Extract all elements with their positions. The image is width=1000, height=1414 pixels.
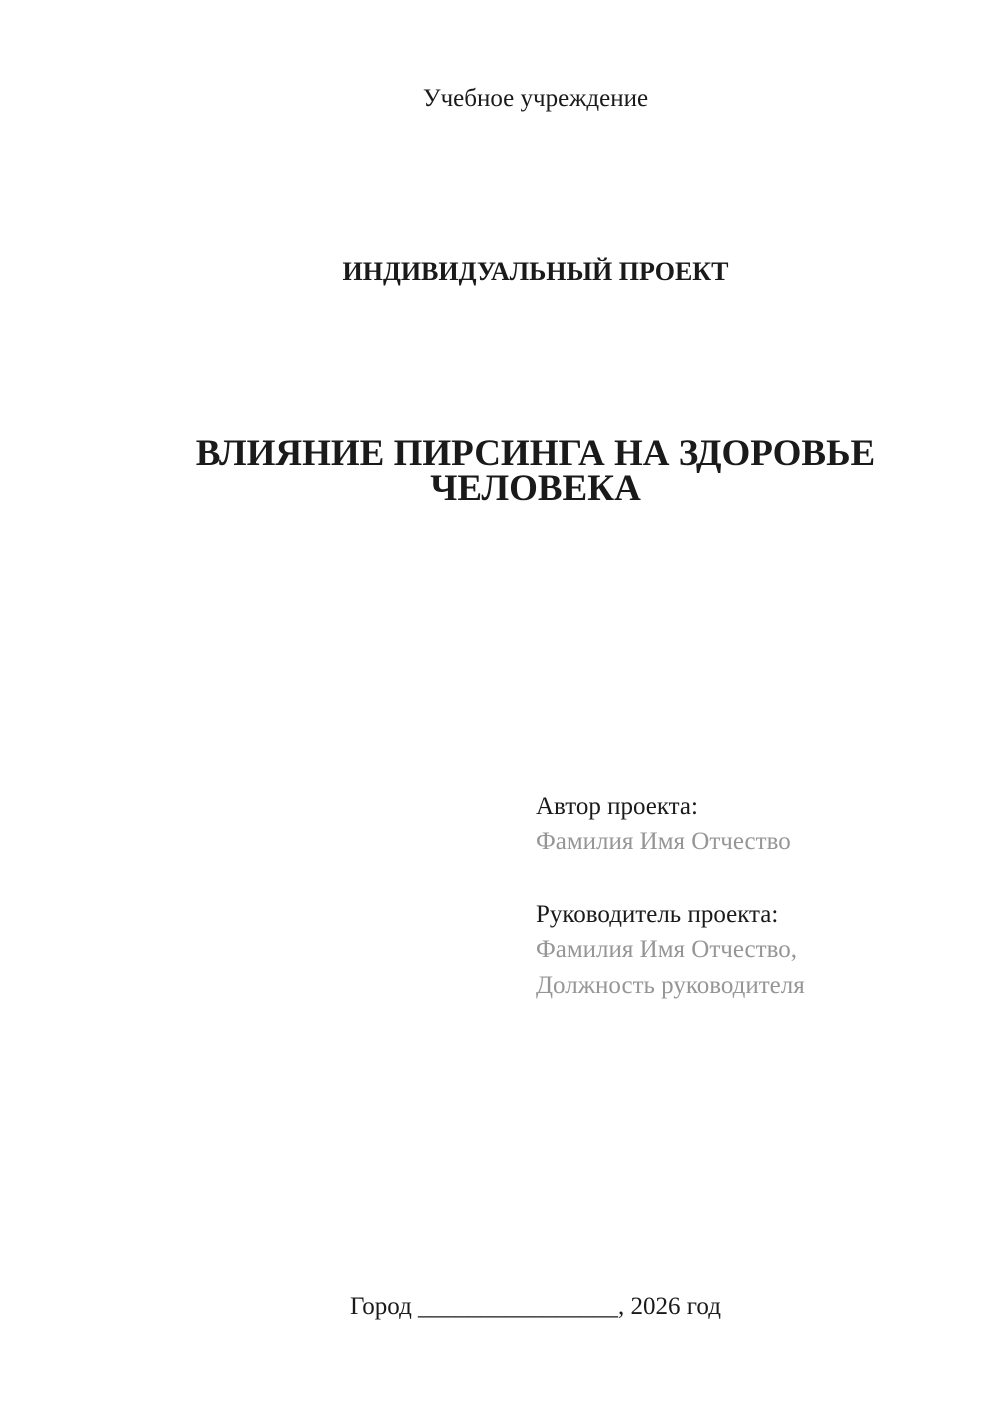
project-title-line2: ЧЕЛОВЕКА bbox=[430, 468, 641, 509]
project-title bbox=[142, 433, 929, 509]
supervisor-position-placeholder: Должность руководителя bbox=[536, 972, 805, 999]
credits-block bbox=[536, 789, 805, 1004]
author-name-placeholder: Фамилия Имя Отчество bbox=[536, 828, 791, 855]
project-type-heading: ИНДИВИДУАЛЬНЫЙ ПРОЕКТ bbox=[342, 257, 729, 286]
institution-name: Учебное учреждение bbox=[422, 85, 649, 112]
author-label: Автор проекта: bbox=[536, 793, 698, 820]
supervisor-name-placeholder: Фамилия Имя Отчество, bbox=[536, 936, 797, 963]
supervisor-label: Руководитель проекта: bbox=[536, 901, 779, 928]
city-year-line: Город ________________, 2026 год bbox=[350, 1293, 721, 1320]
project-title-line1: ВЛИЯНИЕ ПИРСИНГА НА ЗДОРОВЬЕ bbox=[195, 433, 876, 474]
